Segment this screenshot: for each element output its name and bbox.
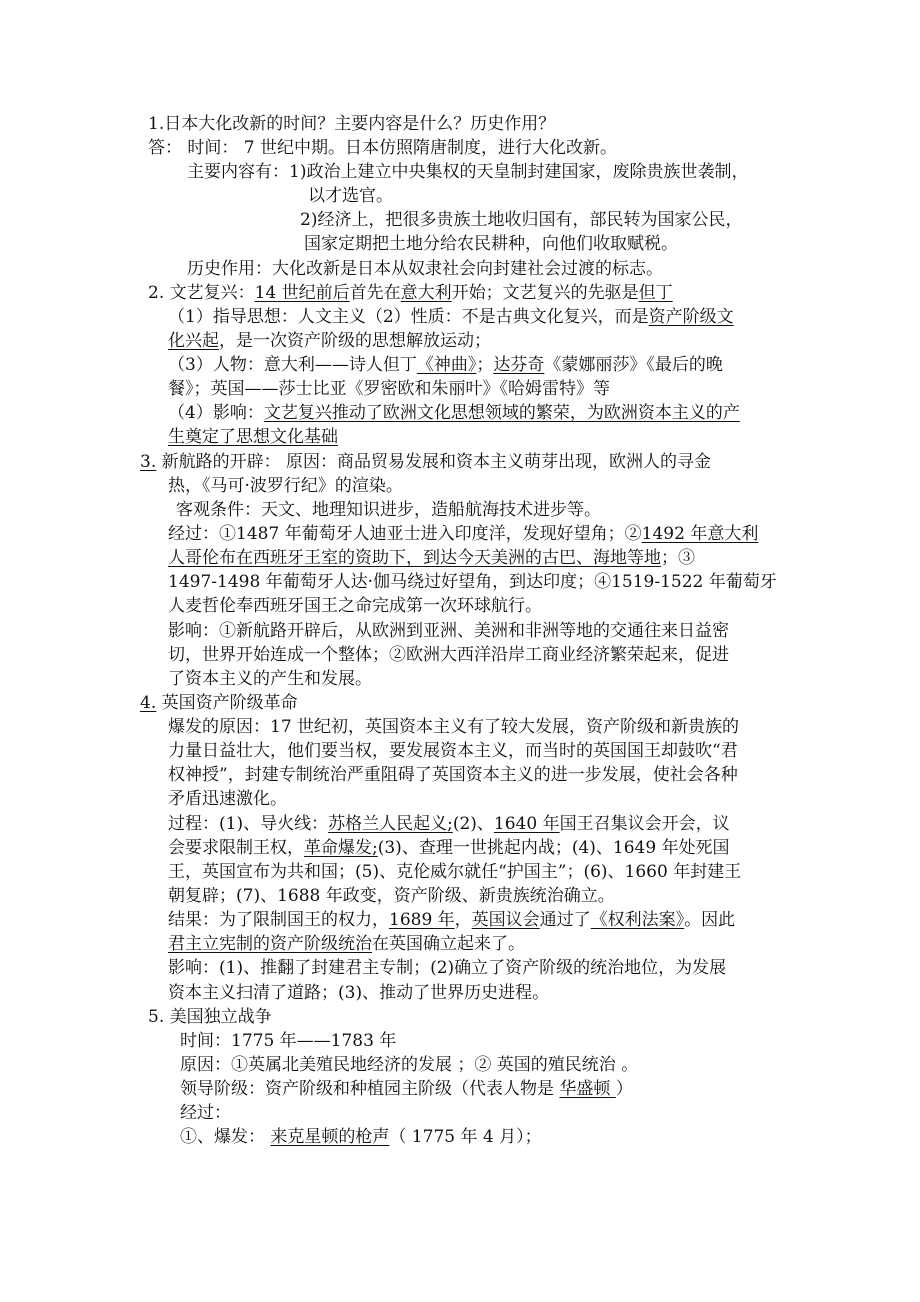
question-1: 1.日本大化改新的时间？主要内容是什么？历史作用？ <box>148 114 556 134</box>
new-route-impact: 影响：①新航路开辟后，从欧洲到亚洲、美洲和非洲等地的交通往来日益密 <box>168 621 729 641</box>
renaissance-ideology-cont: 化兴起，是一次资产阶级的思想解放运动； <box>168 331 491 351</box>
new-route-cause-cont: 热，《马可·波罗行纪》的渲染。 <box>168 476 403 496</box>
objective-conditions: 客观条件：天文、地理知识进步，造船航海技术进步等。 <box>176 500 601 520</box>
historical-role: 历史作用：大化改新是日本从奴隶社会向封建社会过渡的标志。 <box>187 259 663 279</box>
independence-time: 时间：1775 年——1783 年 <box>180 1031 397 1051</box>
independence-leadership: 领导阶级：资产阶级和种植园主阶级（代表人物是 华盛顿 ） <box>180 1079 633 1099</box>
revolution-impact: 影响：(1)、推翻了封建君主专制；(2)确立了资产阶级的统治地位，为发展 <box>168 958 727 978</box>
main-content-2: 2)经济上，把很多贵族土地收归国有，部民转为国家公民， <box>300 210 743 230</box>
main-content-1: 主要内容有：1)政治上建立中央集权的天皇制封建国家，废除贵族世袭制， <box>187 162 749 182</box>
main-content-1-cont: 以才选官。 <box>308 186 393 206</box>
revolution-cause: 爆发的原因：17 世纪初，英国资本主义有了较大发展，资产阶级和新贵族的 <box>168 717 740 737</box>
revolution-cause-cont-2: 权神授”，封建专制统治严重阻碍了英国资本主义的进一步发展，使社会各种 <box>168 765 738 785</box>
answer-time: 答： 时间： 7 世纪中期。日本仿照隋唐制度，进行大化改新。 <box>148 138 618 158</box>
new-route-impact-cont-1: 切，世界开始连成一个整体；②欧洲大西洋沿岸工商业经济繁荣起来，促进 <box>168 645 729 665</box>
revolution-process: 过程：(1)、导火线：苏格兰人民起义;(2)、1640 年国王召集议会开会，议 <box>168 814 730 834</box>
new-route-process-cont-2: 1497-1498 年葡萄牙人达·伽马绕过好望角，到达印度；④1519-1522 年葡萄牙 <box>168 572 777 592</box>
revolution-result-cont: 君主立宪制的资产阶级统治在英国确立起来了。 <box>168 934 525 954</box>
independence-process-label: 经过： <box>180 1103 231 1123</box>
section-2-heading: 2. 文艺复兴：14 世纪前后首先在意大利开始；文艺复兴的先驱是但丁 <box>148 283 673 303</box>
revolution-cause-cont-3: 矛盾迅速激化。 <box>168 789 287 809</box>
section-3-heading: 3. 新航路的开辟： 原因：商品贸易发展和资本主义萌芽出现，欧洲人的寻金 <box>140 452 712 472</box>
renaissance-impact-cont: 生奠定了思想文化基础 <box>168 427 338 447</box>
renaissance-figures: （3）人物：意大利——诗人但丁《神曲》；达芬奇《蒙娜丽莎》《最后的晚 <box>168 355 723 375</box>
revolution-process-cont-1: 会要求限制王权，革命爆发;(3)、查理一世挑起内战；(4)、1649 年处死国 <box>168 838 730 858</box>
independence-outbreak: ①、爆发： 来克星顿的枪声（ 1775 年 4 月）； <box>180 1127 542 1147</box>
renaissance-figures-cont: 餐》；英国——莎士比亚《罗密欧和朱丽叶》《哈姆雷特》等 <box>168 379 610 399</box>
renaissance-ideology: （1）指导思想：人文主义（2）性质：不是古典文化复兴，而是资产阶级文 <box>168 307 734 327</box>
renaissance-impact: （4）影响：文艺复兴推动了欧洲文化思想领域的繁荣，为欧洲资本主义的产 <box>168 403 740 423</box>
revolution-impact-cont: 资本主义扫清了道路；(3)、推动了世界历史进程。 <box>168 983 550 1003</box>
revolution-result: 结果：为了限制国王的权力，1689 年，英国议会通过了《权利法案》。因此 <box>168 910 736 930</box>
new-route-process: 经过：①1487 年葡萄牙人迪亚士进入印度洋，发现好望角；②1492 年意大利 <box>168 524 759 544</box>
independence-cause: 原因：①英属北美殖民地经济的发展 ；② 英国的殖民统治 。 <box>180 1055 639 1075</box>
section-4-heading: 4. 英国资产阶级革命 <box>140 693 298 713</box>
new-route-process-cont-1: 人哥伦布在西班牙王室的资助下，到达今天美洲的古巴、海地等地；③ <box>168 548 695 568</box>
revolution-process-cont-3: 朝复辟；(7)、1688 年政变，资产阶级、新贵族统治确立。 <box>168 886 615 906</box>
main-content-2-cont: 国家定期把土地分给农民耕种，向他们收取赋税。 <box>304 234 678 254</box>
new-route-impact-cont-2: 了资本主义的产生和发展。 <box>168 669 372 689</box>
revolution-cause-cont-1: 力量日益壮大，他们要当权，要发展资本主义，而当时的英国国王却鼓吹“君 <box>168 741 738 761</box>
new-route-process-cont-3: 人麦哲伦奉西班牙国王之命完成第一次环球航行。 <box>168 596 542 616</box>
revolution-process-cont-2: 王，英国宣布为共和国；(5)、克伦威尔就任“护国主”；(6)、1660 年封建王 <box>168 862 742 882</box>
section-5-heading: 5. 美国独立战争 <box>148 1007 272 1027</box>
